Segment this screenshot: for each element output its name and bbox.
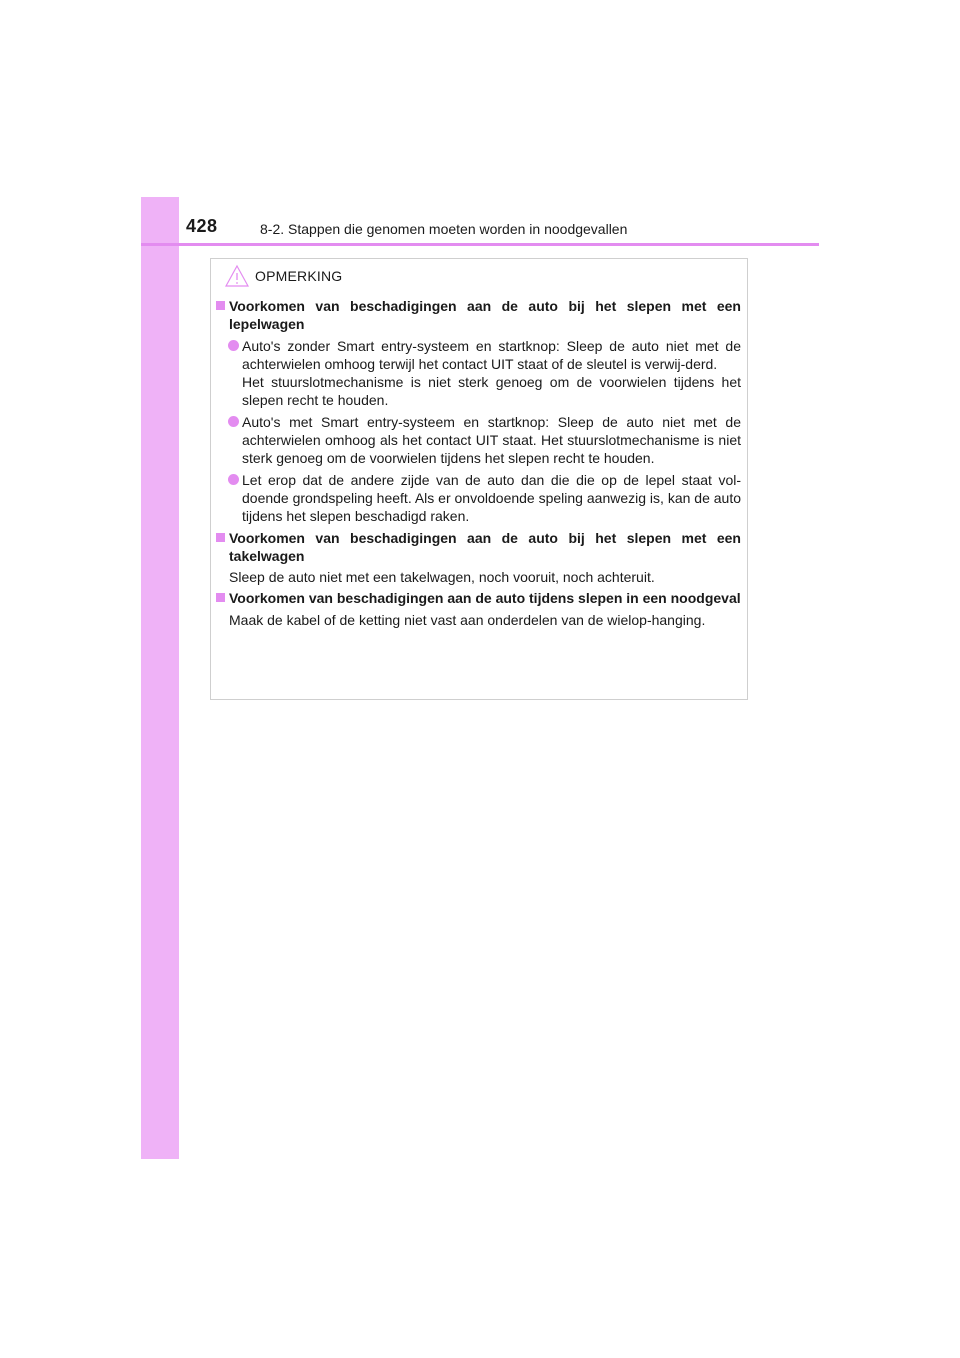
side-tab — [141, 197, 179, 1159]
section-heading: Voorkomen van beschadigingen aan de auto bij het slepen met een lepelwagen — [216, 297, 741, 334]
circle-bullet-icon — [228, 416, 239, 427]
square-bullet-icon — [216, 301, 225, 310]
header-rule — [141, 243, 819, 246]
bullet-extra-text: Het stuurslotmechanisme is niet sterk genoeg om de voorwielen tijdens het slepen recht te houden. — [242, 374, 741, 409]
list-item — [216, 413, 741, 468]
warning-triangle-icon — [225, 264, 249, 288]
square-bullet-icon — [216, 533, 225, 542]
circle-bullet-icon — [228, 474, 239, 485]
page-number: 428 — [186, 216, 218, 236]
circle-bullet-icon — [228, 340, 239, 351]
section-heading: Voorkomen van beschadigingen aan de auto tijdens slepen in een noodgeval — [216, 589, 741, 607]
bullet-text: Auto's met Smart entry-systeem en startknop: Sleep de auto niet met de achterwielen omhoog als het contact UIT staat. Het stuurslotmechanisme is niet sterk genoeg om de voorwielen tijdens het slepen recht te houden. — [242, 413, 741, 467]
bullet-text: Let erop dat de andere zijde van de auto dan die die op de lepel staat vol-doende grondspeling heeft. Als er onvoldoende speling aanwezig is, kan de auto tijdens het slepen beschadigd raken. — [242, 471, 741, 525]
note-header — [225, 264, 342, 288]
section-text: Sleep de auto niet met een takelwagen, noch vooruit, noch achteruit. — [229, 569, 655, 586]
note-body — [216, 297, 741, 632]
list-item — [216, 337, 741, 410]
list-item — [216, 471, 741, 526]
square-bullet-icon — [216, 593, 225, 602]
note-title: OPMERKING — [255, 268, 343, 284]
section-title: 8-2. Stappen die genomen moeten worden in noodgevallen — [260, 221, 628, 237]
section-heading: Voorkomen van beschadigingen aan de auto bij het slepen met een takelwagen — [216, 529, 741, 566]
note-box — [210, 258, 748, 700]
bullet-text: Auto's zonder Smart entry-systeem en startknop: Sleep de auto niet met de achterwielen omhoog terwijl het contact UIT staat of de sleutel is verwij-derd. — [242, 337, 741, 372]
section-text: Maak de kabel of de ketting niet vast aan onderdelen van de wielop-hanging. — [229, 611, 706, 628]
